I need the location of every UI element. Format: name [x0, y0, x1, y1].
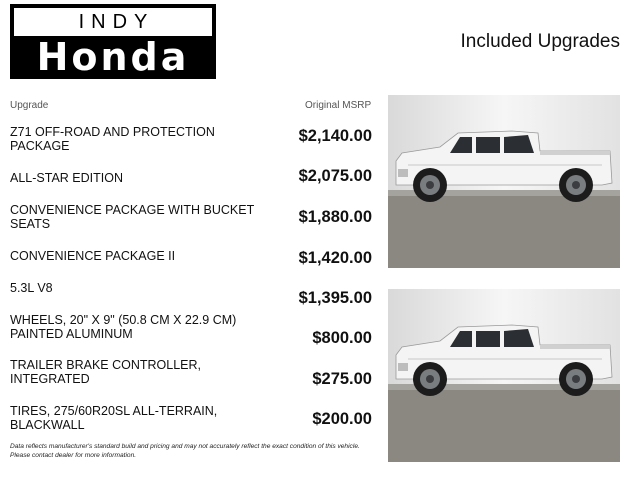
upgrade-column-header: Upgrade: [10, 100, 49, 111]
vehicle-photo: [388, 289, 620, 462]
disclaimer-text: Data reflects manufacturer's standard build and pricing and may not accurately reflect the exact condition of this vehicle. Please contact dealer for more information.: [10, 443, 360, 459]
upgrade-name: TRAILER BRAKE CONTROLLER, INTEGRATED: [10, 358, 202, 386]
upgrade-row: [10, 249, 372, 269]
upgrade-name: 5.3L V8: [10, 281, 53, 295]
upgrade-price: $1,420.00: [298, 249, 372, 267]
truck-image: [388, 289, 620, 462]
logo-bottom-band: [12, 36, 214, 77]
upgrade-price: $1,395.00: [298, 289, 372, 307]
upgrade-row: [10, 404, 372, 436]
upgrade-name: TIRES, 275/60R20SL ALL-TERRAIN, BLACKWALL: [10, 404, 218, 432]
upgrade-row: [10, 125, 372, 157]
upgrade-price: $2,140.00: [298, 127, 372, 145]
upgrade-price: $200.00: [312, 410, 372, 428]
upgrade-price: $275.00: [312, 370, 372, 388]
upgrade-name: Z71 OFF-ROAD AND PROTECTION PACKAGE: [10, 125, 215, 153]
page-title: Included Upgrades: [460, 31, 620, 52]
upgrade-price: $2,075.00: [298, 167, 372, 185]
upgrade-price: $1,880.00: [298, 208, 372, 226]
upgrade-row: [10, 281, 372, 309]
msrp-column-header: Original MSRP: [305, 100, 372, 111]
upgrade-row: [10, 167, 372, 191]
logo-bottom-text: Honda: [36, 34, 190, 79]
upgrade-name: WHEELS, 20" X 9" (50.8 CM X 22.9 CM) PAINTED ALUMINUM: [10, 313, 237, 341]
upgrade-name: CONVENIENCE PACKAGE WITH BUCKET SEATS: [10, 203, 255, 231]
vehicle-photo: [388, 95, 620, 268]
upgrade-price: $800.00: [312, 329, 372, 347]
upgrade-name: ALL-STAR EDITION: [10, 171, 123, 185]
upgrade-name: CONVENIENCE PACKAGE II: [10, 249, 176, 263]
logo-top-text: INDY: [78, 10, 155, 33]
truck-image: [388, 95, 620, 268]
upgrade-row: [10, 203, 372, 235]
upgrade-row: [10, 313, 372, 349]
logo-top-band: [14, 8, 212, 36]
dealer-logo: [10, 4, 216, 79]
upgrade-row: [10, 358, 372, 390]
